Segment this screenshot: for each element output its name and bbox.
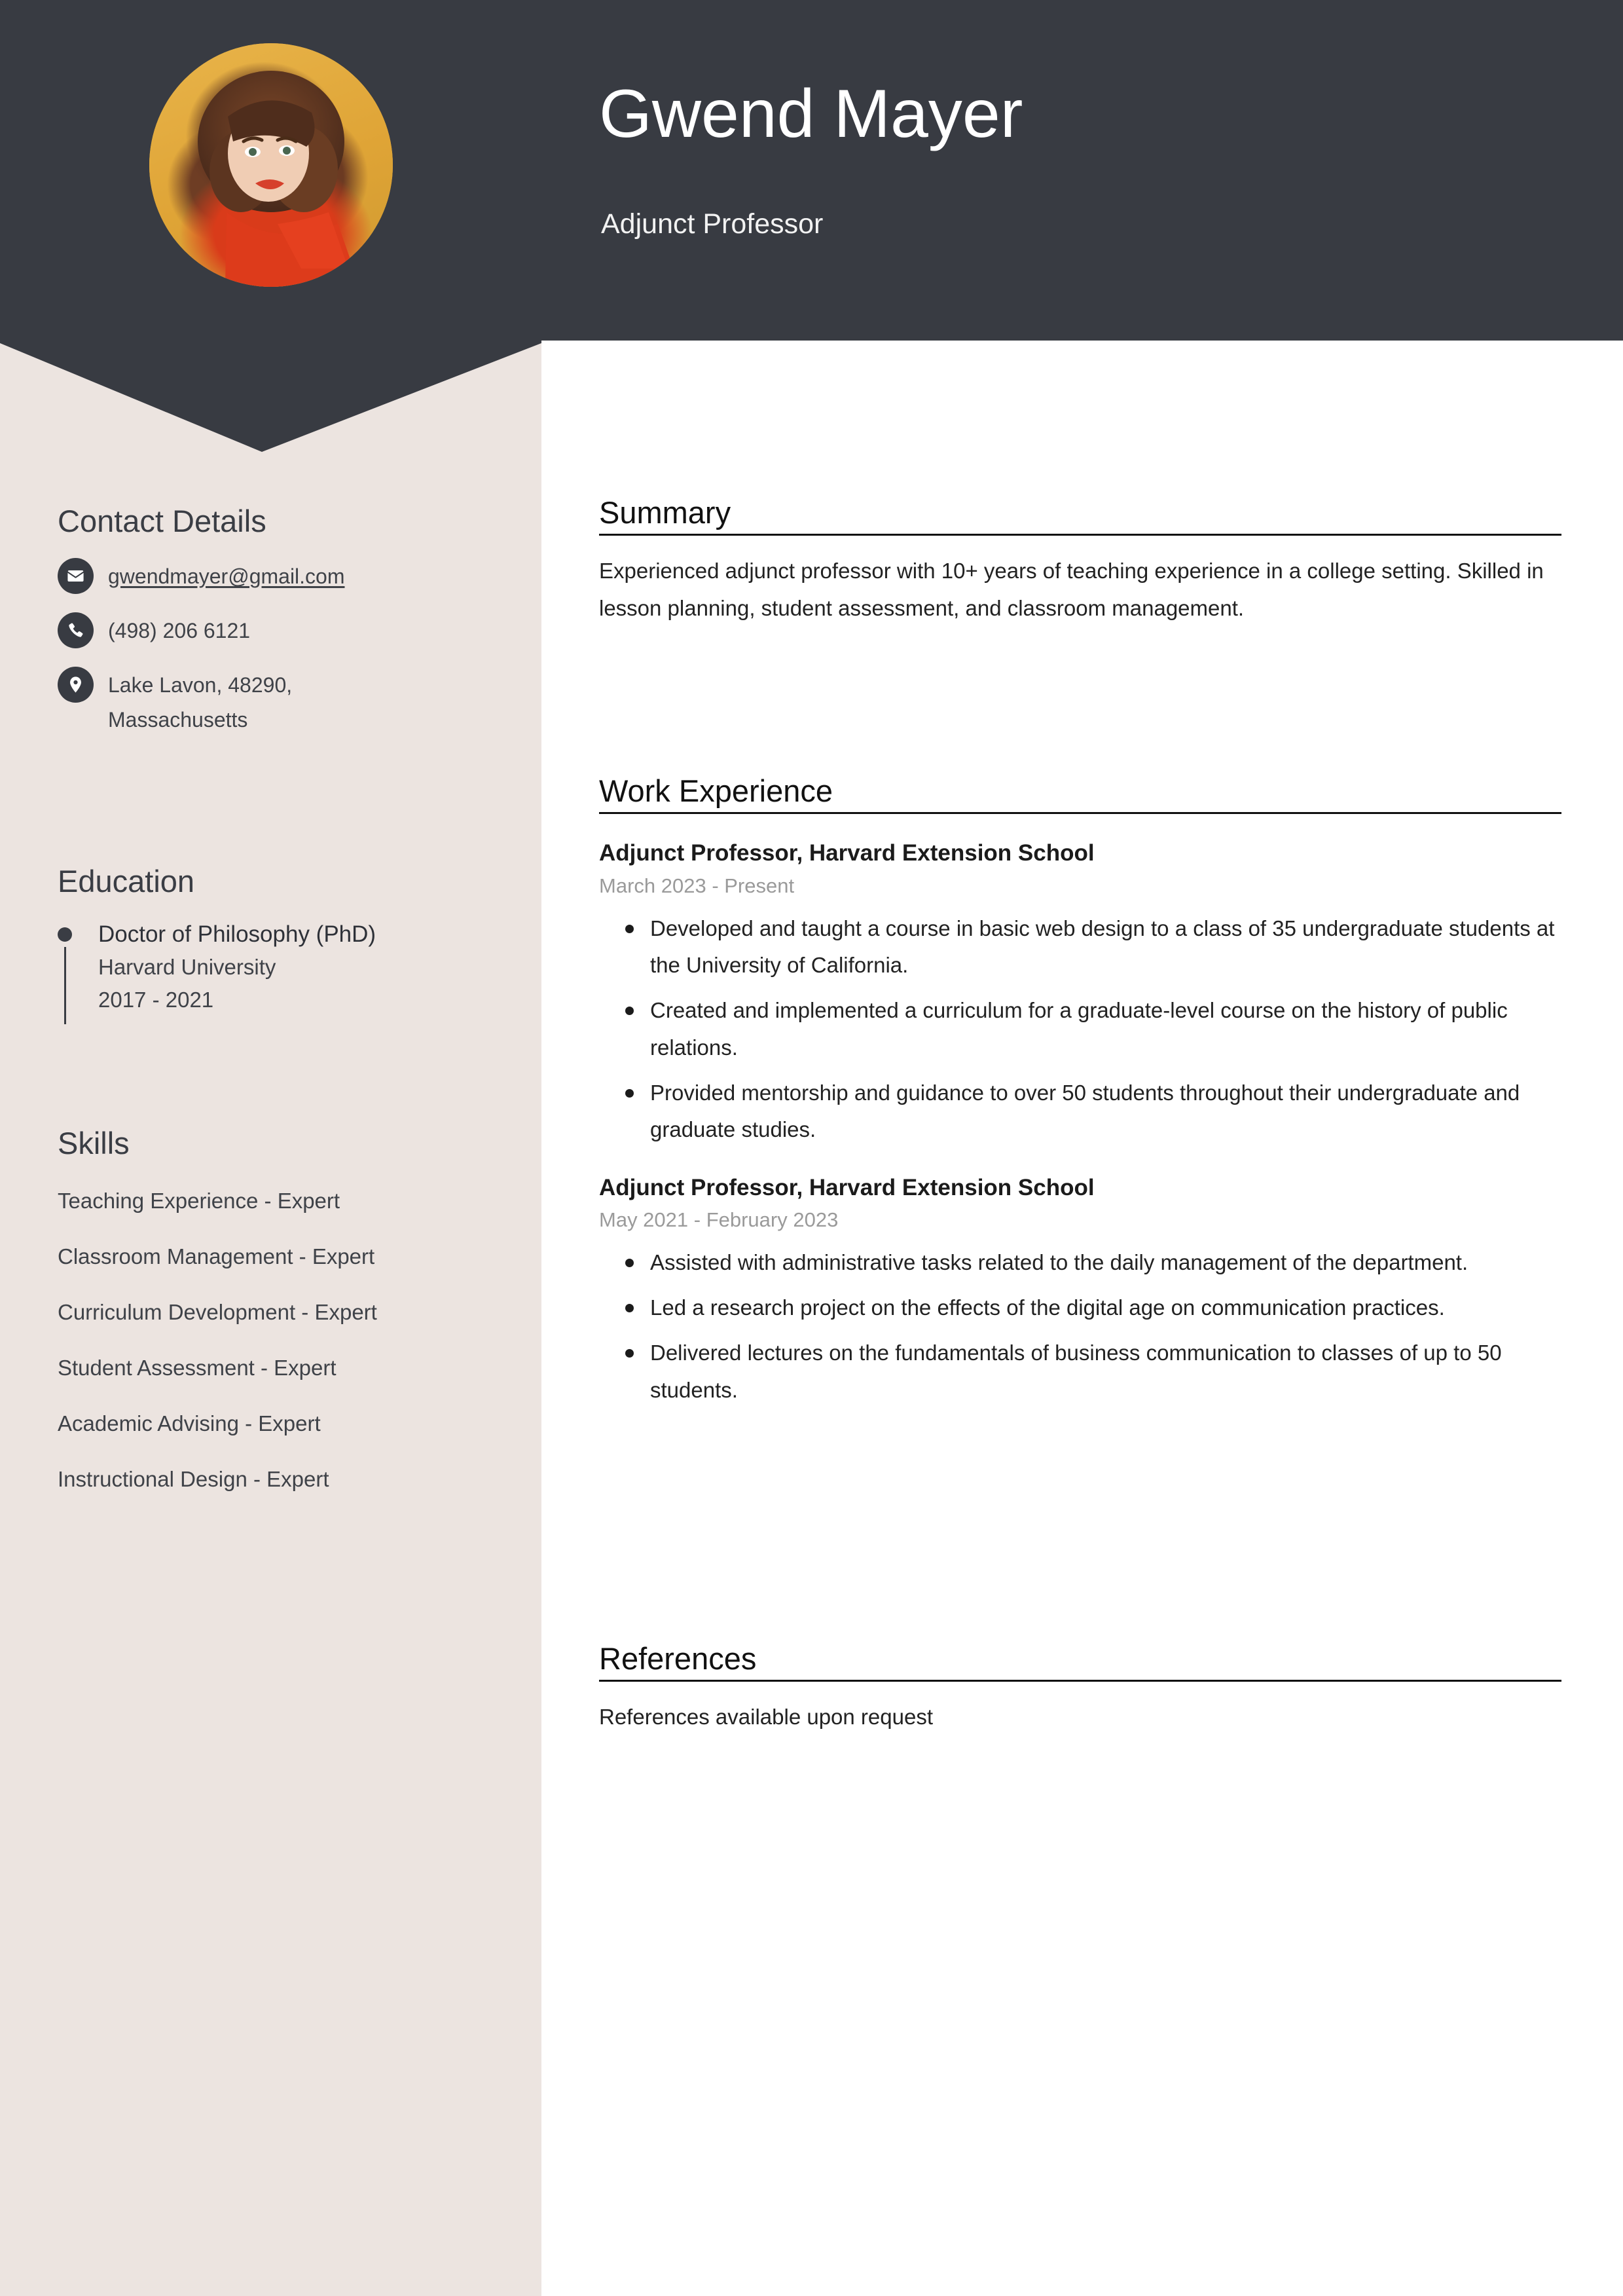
skill-item: Classroom Management - Expert: [58, 1244, 375, 1269]
job-bullet: Delivered lectures on the fundamentals of business communication to classes of up to 50 students.: [650, 1335, 1561, 1409]
summary-heading: Summary: [599, 495, 731, 530]
job-bullet: Developed and taught a course in basic web design to a class of 35 undergraduate students at the University of California.: [650, 910, 1561, 985]
education-school: Harvard University: [98, 955, 276, 980]
contact-details-heading: Contact Details: [58, 504, 266, 538]
work-experience-heading: Work Experience: [599, 773, 833, 808]
avatar: [149, 43, 393, 287]
timeline-dot-icon: [58, 927, 72, 942]
job-entry: [599, 838, 1561, 1149]
education-section: [58, 863, 477, 1016]
job-bullet-list: [599, 910, 1561, 1149]
job-dates: March 2023 - Present: [599, 874, 795, 897]
job-entry: [599, 1172, 1561, 1409]
education-entry: [58, 918, 477, 1016]
summary-text: Experienced adjunct professor with 10+ years of teaching experience in a college setting. Skilled in lesson planning, student assessment, and classroom management.: [599, 559, 1544, 621]
phone-value: (498) 206 6121: [108, 619, 251, 643]
skill-item: Instructional Design - Expert: [58, 1466, 329, 1491]
job-bullet: Created and implemented a curriculum for a graduate-level course on the history of public relations.: [650, 992, 1561, 1067]
education-heading: Education: [58, 864, 195, 898]
work-experience-section: [599, 773, 1561, 1409]
job-bullet: Provided mentorship and guidance to over 50 students throughout their undergraduate and graduate studies.: [650, 1075, 1561, 1149]
references-heading: References: [599, 1641, 757, 1676]
job-title: Adjunct Professor, Harvard Extension School: [599, 840, 1095, 866]
references-section: [599, 1640, 1561, 1758]
section-divider: [599, 1680, 1561, 1682]
location-value: Lake Lavon, 48290, Massachusetts: [108, 673, 293, 732]
contact-row-phone[interactable]: [58, 611, 477, 648]
contact-row-email[interactable]: [58, 557, 477, 594]
contact-details-section: [58, 503, 477, 737]
page-title: Gwend Mayer: [599, 76, 1023, 152]
map-pin-icon: [58, 667, 94, 703]
section-divider: [599, 534, 1561, 536]
timeline-line: [64, 947, 66, 1024]
section-divider: [599, 812, 1561, 814]
job-title: Adjunct Professor, Harvard Extension School: [599, 1175, 1095, 1201]
skills-heading: Skills: [58, 1126, 130, 1160]
job-role-subtitle: Adjunct Professor: [601, 208, 824, 240]
references-text: References available upon request: [599, 1705, 934, 1730]
avatar-photo: [149, 43, 393, 287]
job-bullet-list: [599, 1244, 1561, 1409]
education-years: 2017 - 2021: [98, 987, 214, 1012]
portrait-illustration: [149, 43, 393, 287]
contact-row-location: [58, 665, 477, 737]
skill-item: Student Assessment - Expert: [58, 1355, 337, 1380]
job-bullet: Assisted with administrative tasks related to the daily management of the department.: [650, 1244, 1561, 1282]
job-bullet: Led a research project on the effects of the digital age on communication practices.: [650, 1289, 1561, 1327]
education-degree: Doctor of Philosophy (PhD): [98, 921, 376, 948]
email-value[interactable]: gwendmayer@gmail.com: [108, 565, 345, 589]
phone-icon: [58, 612, 94, 648]
skill-item: Curriculum Development - Expert: [58, 1300, 377, 1325]
skills-section: [58, 1125, 477, 1495]
skill-item: Academic Advising - Expert: [58, 1411, 321, 1435]
job-dates: May 2021 - February 2023: [599, 1208, 839, 1232]
skill-item: Teaching Experience - Expert: [58, 1189, 340, 1213]
summary-section: [599, 494, 1561, 649]
envelope-icon: [58, 558, 94, 594]
